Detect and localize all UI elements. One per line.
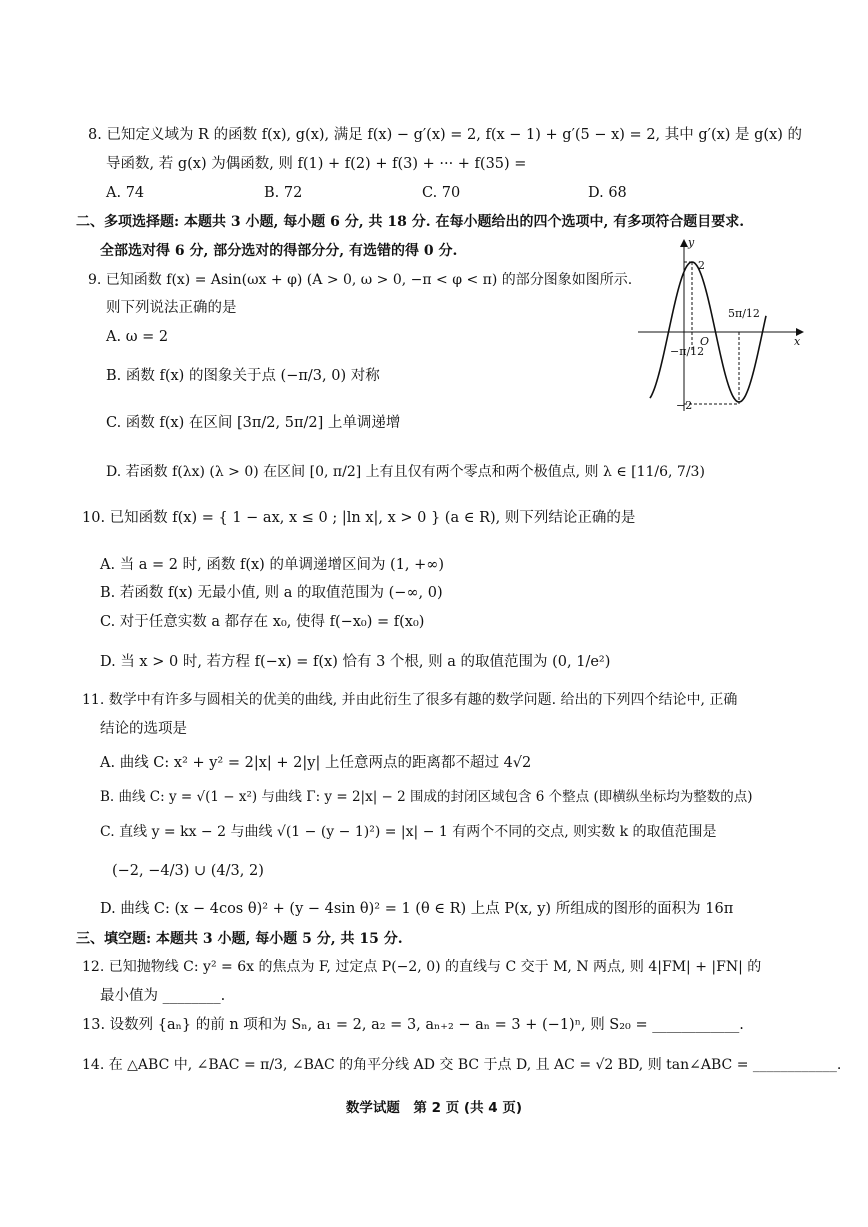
q10-stem: 10. 已知函数 f(x) = { 1 − ax, x ≤ 0 ; |ln x|, x > 0 } (a ∈ R), 则下列结论正确的是	[82, 510, 636, 526]
q8-option-a: A. 74	[106, 185, 145, 201]
q11-option-a: A. 曲线 C: x² + y² = 2|x| + 2|y| 上任意两点的距离都不超过 4√2	[100, 755, 532, 771]
section2-heading-line1: 二、多项选择题: 本题共 3 小题, 每小题 6 分, 共 18 分. 在每小题给出的四个选项中, 有多项符合题目要求.	[76, 214, 745, 230]
q11-option-b: B. 曲线 C: y = √(1 − x²) 与曲线 Γ: y = 2|x| − 2 围成的封闭区域包含 6 个整点 (即横纵坐标均为整数的点)	[100, 789, 753, 805]
q11-option-c-line2: (−2, −4/3) ∪ (4/3, 2)	[112, 863, 264, 879]
y-axis-label: y	[688, 236, 695, 249]
q10-option-c: C. 对于任意实数 a 都存在 x₀, 使得 f(−x₀) = f(x₀)	[100, 614, 425, 630]
origin-label: O	[700, 335, 710, 348]
q9-stem-line2: 则下列说法正确的是	[106, 300, 237, 316]
q9-sine-graph	[636, 233, 808, 417]
q8-options	[106, 183, 806, 203]
max-value-label: 2	[698, 259, 705, 272]
q13-line: 13. 设数列 {aₙ} 的前 n 项和为 Sₙ, a₁ = 2, a₂ = 3, aₙ₊₂ − aₙ = 3 + (−1)ⁿ, 则 S₂₀ = ____________.	[82, 1017, 744, 1033]
section2-heading-line2: 全部选对得 6 分, 部分选对的得部分分, 有选错的得 0 分.	[100, 243, 458, 259]
q10-option-d: D. 当 x > 0 时, 若方程 f(−x) = f(x) 恰有 3 个根, 则 a 的取值范围为 (0, 1/e²)	[100, 654, 611, 670]
x-axis-label: x	[794, 335, 801, 348]
q9-option-b: B. 函数 f(x) 的图象关于点 (−π/3, 0) 对称	[106, 368, 380, 384]
q8-option-d: D. 68	[588, 185, 627, 201]
q11-stem-line1: 11. 数学中有许多与圆相关的优美的曲线, 并由此衍生了很多有趣的数学问题. 给出的下列四个结论中, 正确	[82, 692, 738, 708]
q11-option-c-line1: C. 直线 y = kx − 2 与曲线 √(1 − (y − 1)²) = |x| − 1 有两个不同的交点, 则实数 k 的取值范围是	[100, 824, 717, 840]
q9-option-c: C. 函数 f(x) 在区间 [3π/2, 5π/2] 上单调递增	[106, 415, 401, 431]
q11-option-d: D. 曲线 C: (x − 4cos θ)² + (y − 4sin θ)² = 1 (θ ∈ R) 上点 P(x, y) 所组成的图形的面积为 16π	[100, 901, 734, 917]
q9-option-d: D. 若函数 f(λx) (λ > 0) 在区间 [0, π/2] 上有且仅有两个零点和两个极值点, 则 λ ∈ [11/6, 7/3)	[106, 464, 705, 480]
y-axis-arrow-icon	[680, 239, 688, 247]
q9-option-a: A. ω = 2	[106, 329, 169, 345]
q10-option-b: B. 若函数 f(x) 无最小值, 则 a 的取值范围为 (−∞, 0)	[100, 585, 443, 601]
q11-stem-line2: 结论的选项是	[100, 721, 187, 737]
q8-stem-line1: 8. 已知定义域为 R 的函数 f(x), g(x), 满足 f(x) − g′(x) = 2, f(x − 1) + g′(5 − x) = 2, 其中 g′(x) 是 g(x) 的	[88, 127, 803, 143]
q8-option-c: C. 70	[422, 185, 461, 201]
q8-stem-line2: 导函数, 若 g(x) 为偶函数, 则 f(1) + f(2) + f(3) + ··· + f(35) =	[106, 156, 527, 172]
min-value-label: −2	[676, 399, 693, 412]
left-tick-label: −π/12	[670, 345, 705, 358]
q14-line: 14. 在 △ABC 中, ∠BAC = π/3, ∠BAC 的角平分线 AD 交 BC 于点 D, 且 AC = √2 BD, 则 tan∠ABC = ____________.	[82, 1057, 842, 1073]
q12-line1: 12. 已知抛物线 C: y² = 6x 的焦点为 F, 过定点 P(−2, 0) 的直线与 C 交于 M, N 两点, 则 4|FM| + |FN| 的	[82, 959, 762, 975]
q10-option-a: A. 当 a = 2 时, 函数 f(x) 的单调递增区间为 (1, +∞)	[100, 557, 445, 573]
section3-heading: 三、填空题: 本题共 3 小题, 每小题 5 分, 共 15 分.	[76, 931, 403, 947]
q9-stem-line1: 9. 已知函数 f(x) = Asin(ωx + φ) (A > 0, ω > 0, −π < φ < π) 的部分图象如图所示.	[88, 272, 633, 288]
q12-line2: 最小值为 ________.	[100, 988, 226, 1004]
q8-option-b: B. 72	[264, 185, 303, 201]
right-tick-label: 5π/12	[728, 307, 760, 320]
page-footer: 数学试题 第 2 页 (共 4 页)	[345, 1100, 523, 1116]
